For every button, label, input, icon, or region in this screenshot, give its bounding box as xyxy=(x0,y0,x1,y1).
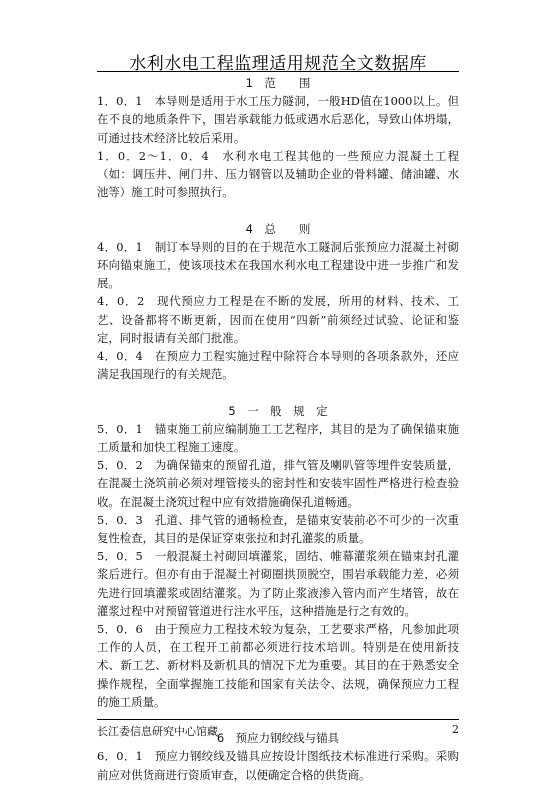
clause-5-0-1: 5．0．1 锚束施工前应编制施工工艺程序，其目的是为了确保锚束施工质量和加快工程施工速度。 xyxy=(97,421,459,454)
clause-4-0-1: 4．0．1 制订本导则的目的在于规范水工隧洞后张预应力混凝土衬砌环向锚束施工，使该项技术在我国水利水电工程建设中进一步推广和发展。 xyxy=(97,239,459,291)
clause-1-0-2: 1．0．2～1．0．4 水利水电工程其他的一些预应力混凝土工程（如：调压井、闸门井、压力钢管以及辅助企业的骨料罐、储油罐、水池等）施工时可参照执行。 xyxy=(97,148,459,200)
clause-4-0-4: 4．0．4 在预应力工程实施过程中除符合本导则的各项条款外，还应满足我国现行的有关规范。 xyxy=(97,349,459,382)
footer-divider xyxy=(97,719,459,720)
spacer xyxy=(97,383,459,401)
clause-1-0-1: 1．0．1 本导则是适用于水工压力隧洞，一般HD值在1000以上。但在不良的地质条件下，围岩承载能力低或遇水后恶化，导致山体坍塌，可通过技术经济比较后采用。 xyxy=(97,94,459,145)
clause-5-0-6: 5．0．6 由于预应力工程技术较为复杂，工艺要求严格，凡参加此项工作的人员，在工程开工前都必须进行技术培训。特别是在使用新技术、新工艺、新材料及新机具的情况下尤为重要。其目的在于熟悉安全操作规程，全面掌握施工技能和国家有关法令、法规，确保预应力工程的施工质量。 xyxy=(97,622,459,709)
section-title-scope: 1 范 围 xyxy=(245,76,311,90)
clause-4-0-2: 4．0．2 现代预应力工程是在不断的发展，所用的材料、技术、工艺、设备都将不断更新，因而在使用“四新”前须经过试验、论证和鉴定，同时报请有关部门批准。 xyxy=(97,294,459,345)
clause-5-0-5: 5．0．5 一般混凝土衬砌回填灌浆，固结、帷幕灌浆须在锚束封孔灌浆后进行。但亦有由于混凝土衬砌圈拱顶脱空，围岩承载能力差，必须先进行回填灌浆或固结灌浆。为了防止浆液渗入管内而产生堵管，故在灌浆过程中对预留管道进行注水平压，这种措施是行之有效的。 xyxy=(97,549,459,618)
clause-5-0-2: 5．0．2 为确保锚束的预留孔道，排气管及喇叭管等埋件安装质量，在混凝土浇筑前必须对埋管接头的密封性和安装牢固性严格进行检查验收。在混凝土浇筑过程中应有效措施确保孔道畅通。 xyxy=(97,458,459,509)
section-title-general-provisions: 5 一 般 规 定 xyxy=(228,403,328,418)
document-body xyxy=(97,74,459,784)
clause-5-0-3: 5．0．3 孔道、排气管的通畅检查，是锚束安装前必不可少的一次重复性检查，其目的是保证穿束张拉和封孔灌浆的质量。 xyxy=(97,512,459,545)
document-header-title: 水利水电工程监理适用规范全文数据库 xyxy=(129,54,427,74)
section-title-strands-and-anchors: 6 预应力钢绞线与锚具 xyxy=(216,731,340,746)
header-divider xyxy=(97,71,459,72)
spacer xyxy=(97,201,459,219)
section-title-general-principles: 4 总 则 xyxy=(245,221,311,236)
page-number: 2 xyxy=(452,723,459,736)
clause-6-0-1: 6．0．1 预应力钢绞线及锚具应按设计图纸技术标准进行采购。采购前应对供货商进行资质审查，以便确定合格的供货商。 xyxy=(97,749,459,782)
footer-collection-note: 长江委信息研究中心馆藏 xyxy=(97,725,218,738)
